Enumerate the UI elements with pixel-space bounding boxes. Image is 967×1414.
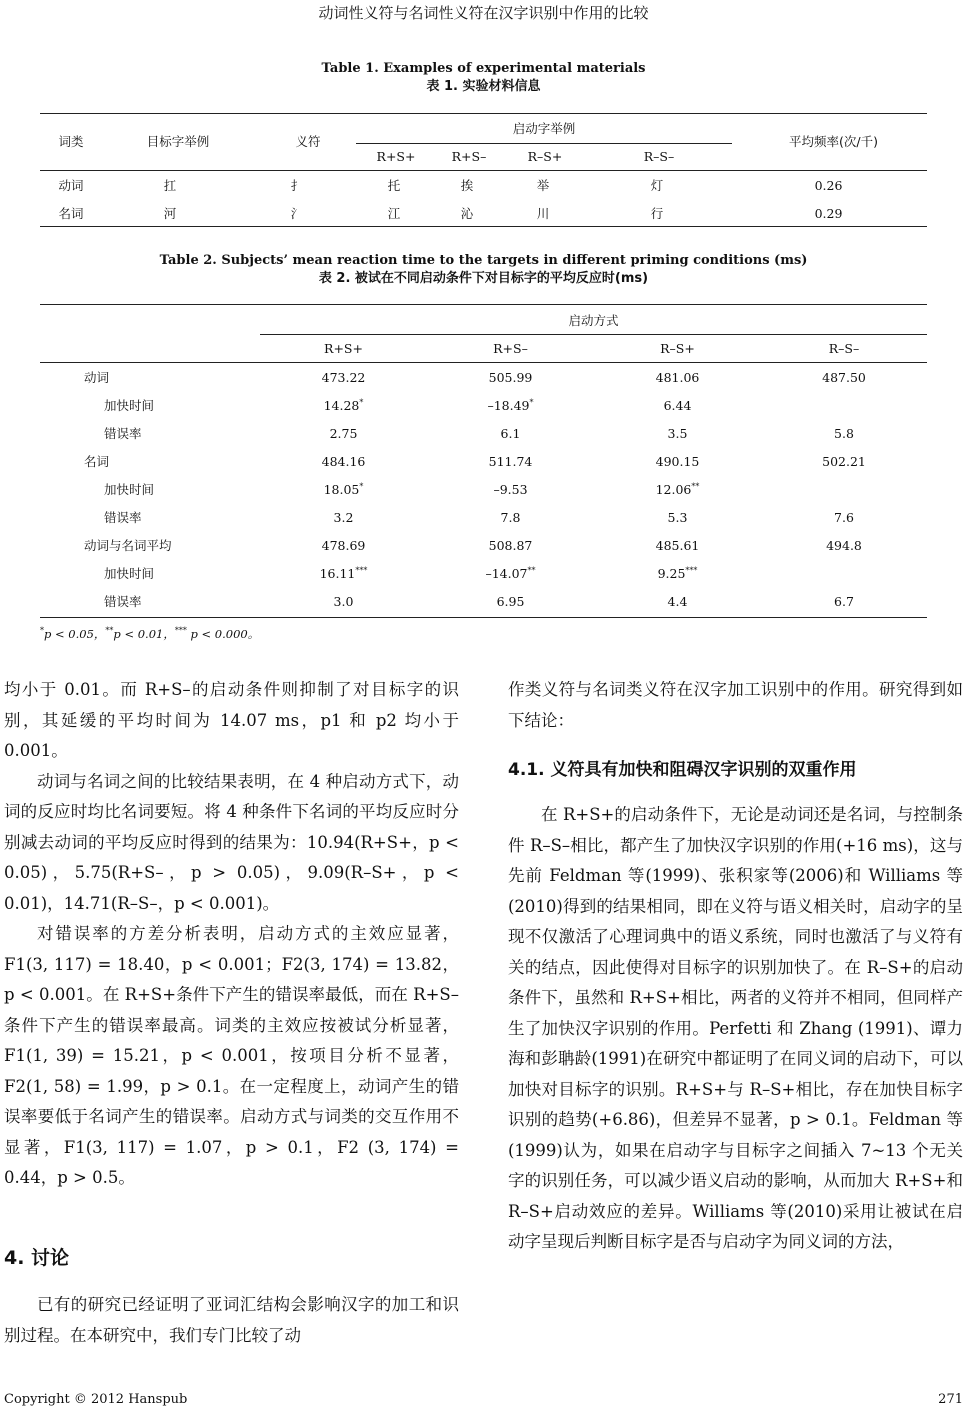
table1-cell-radical: 氵 [290,206,304,221]
table2-row-label: 加快时间 [104,566,155,581]
table1-sub-rns: R+S– [451,149,487,164]
table-row [40,447,927,475]
cell-value: 3.5 [667,425,688,441]
cell-value: 3.2 [333,509,354,525]
table-row [40,171,927,199]
note-marker: *** [174,626,187,636]
cell-value: 473.22 [321,369,366,385]
table2-cell [594,559,761,587]
table2-cell [761,419,927,447]
body-paragraph: 对错误率的方差分析表明，启动方式的主效应显著，F1(3, 117) = 18.40，p < 0.001；F2(3, 174) = 13.82，p < 0.001。在 R+S+条件下产生的错误率最低，而在 R+S–条件下产生的错误率最高。词类的主效应按被试分析显著，F1(1, 39) = 15.21，p < 0.001，按项目分析不显著，F2(1, 58) = 1.99，p > 0.1。在一定程度上，动词产生的错误率要低于名词产生的错误率。启动方式与词类的交互作用不显著，F1(3, 117) = 1.07，p > 0.1，F2 (3, 174) = 0.44，p > 0.5。 [4,924,459,1187]
significance-marker: ** [527,565,536,575]
cell-value: 487.50 [822,369,866,385]
cell-value: 6.95 [496,593,525,609]
table1-col-freq: 平均频率(次/千) [789,134,878,149]
table-row [40,587,927,615]
table2-cell [594,587,761,615]
table1-col-radical: 义符 [295,134,321,149]
table2-caption-zh: 表 2. 被试在不同启动条件下对目标字的平均反应时(ms) [318,271,649,286]
note-marker: * [40,626,44,636]
subsection-heading: 4.1. 义符具有加快和阻碍汉字识别的双重作用 [508,760,857,780]
cell-value: 7.6 [834,509,854,525]
cell-value: 2.75 [329,425,358,441]
table-row [40,363,927,391]
table2-cell [260,531,427,559]
cell-value: 6.7 [834,593,854,609]
cell-value: 4.4 [667,593,688,609]
table1-caption-en: Table 1. Examples of experimental materials [321,61,646,76]
cell-value: 18.05 [323,481,360,497]
significance-marker: * [529,397,534,407]
table1-cell-rs: 江 [387,206,401,221]
table2-cell [427,559,594,587]
table1-sub-nrns: R–S– [643,149,675,164]
table2-cell [427,587,594,615]
table2-row-label: 加快时间 [104,482,155,497]
left-column-lower [4,1290,459,1351]
table2-row-label: 错误率 [104,510,142,525]
body-paragraph: 在 R+S+的启动条件下，无论是动词还是名词，与控制条件 R–S–相比，都产生了加快汉字识别的作用(+16 ms)，这与先前 Feldman 等(1999)、张积家等(2006)和 Williams 等(2010)得到的结果相同，即在义符与语义相关时，启动字的呈现不仅激活了心理词典中的语义系统，同时也激活了与义符有关的结点，因此使得对目标字的识别加快了。在 R–S+的启动条件下，虽然和 R+S+相比，两者的义符并不相同，但同样产生了加快汉字识别的作用。Perfetti 和 Zhang (1991)、谭力海和彭聃龄(1991)在研究中都证明了在同义词的启动下，可以加快对目标字的识别。R+S+与 R–S+相比，存在加快目标字识别的趋势(+6.86)，但差异不显著，p > 0.1。Feldman 等(1999)认为，如果在启动字与目标字之间插入 7~13 个无关字的识别任务，可以减少语义启动的影响，从而加大 R+S+和 R–S+启动效应的差异。Williams 等(2010)采用让被试在启动字呈现后判断目标字是否与启动字为同义词的方法， [508,805,963,1251]
table2-col-rs: R+S+ [324,341,363,356]
copyright-footer: Copyright © 2012 Hanspub [4,1392,188,1407]
cell-value: 3.0 [333,593,354,609]
left-column-upper [4,675,459,1194]
table2-row-label: 错误率 [104,426,142,441]
cell-value: 9.25 [657,565,686,581]
table2-cell [761,503,927,531]
table2-cell [594,475,761,503]
table-row [40,391,927,419]
table2-cell [427,363,594,391]
cell-value: 508.87 [488,537,533,553]
table2-cell [260,447,427,475]
cell-value: 5.8 [834,425,854,441]
note-text: p < 0.01， [113,627,175,641]
table2-cell [761,587,927,615]
significance-marker: *** [355,565,368,575]
cell-value: 16.11 [319,565,356,581]
table2-row-label: 加快时间 [104,398,155,413]
table2-row-label: 动词 [84,370,110,385]
cell-value: –18.49 [487,397,530,413]
right-column-lower [508,800,963,1258]
table1-cell-pos: 名词 [58,206,84,221]
cell-value: 484.16 [321,453,366,469]
cell-value: 6.44 [663,397,692,413]
table2-cell [594,503,761,531]
table-row [40,503,927,531]
cell-value: 502.21 [822,453,866,469]
table2-row-label: 名词 [84,454,110,469]
table2-cell [594,391,761,419]
table2-cell [594,447,761,475]
note-marker: ** [105,626,114,636]
table1-col-prime: 启动字举例 [512,121,576,136]
table2-cell [761,531,927,559]
table2-cell [427,475,594,503]
cell-value: 494.8 [826,537,862,553]
table-row [40,199,927,227]
table2-cell [761,447,927,475]
table1-cell-rs: 托 [387,178,401,193]
cell-value: 505.99 [488,369,533,385]
table2-cell [260,503,427,531]
table2-cell [761,363,927,391]
cell-value: 5.3 [667,509,688,525]
table2-cell [260,475,427,503]
page-number: 271 [938,1392,963,1407]
cell-value: –9.53 [493,481,528,497]
table2-col-rns: R+S– [493,341,528,356]
section-heading: 4. 讨论 [4,1247,70,1269]
cell-value: 6.1 [500,425,521,441]
table2-cell [260,419,427,447]
significance-marker: *** [685,565,698,575]
table2-cell [594,419,761,447]
table-row [40,531,927,559]
table1-group-rule [356,143,732,144]
table2-top-rule [40,304,927,305]
table1-cell-target: 河 [163,206,177,221]
significance-marker: ** [691,481,700,491]
table2-cell [427,391,594,419]
table1-cell-freq: 0.26 [814,177,843,193]
table2-cell [761,391,927,419]
table1-col-pos: 词类 [58,134,84,149]
table2-group-rule [260,334,927,335]
note-text: p < 0.05， [44,627,106,641]
table2-cell [260,391,427,419]
table2-bottom-rule [40,617,927,618]
table2-cell [427,419,594,447]
table2-cell [761,475,927,503]
note-text: p < 0.000。 [186,627,260,641]
table2-row-label: 动词与名词平均 [84,538,172,553]
right-column-upper [508,675,963,736]
table2-cell [260,559,427,587]
cell-value: 490.15 [655,453,700,469]
cell-value: 7.8 [500,509,521,525]
body-paragraph: 均小于 0.01。而 R+S–的启动条件则抑制了对目标字的识别，其延缓的平均时间为 14.07 ms，p1 和 p2 均小于 0.001。 [4,680,459,760]
significance-marker: * [359,397,364,407]
significance-marker: * [359,481,364,491]
table-row [40,475,927,503]
cell-value: 12.06 [655,481,692,497]
table1-cell-rns: 沁 [460,206,474,221]
cell-value: –14.07 [485,565,528,581]
cell-value: 481.06 [655,369,700,385]
table2-col-nrns: R–S– [828,341,860,356]
table2-cell [260,363,427,391]
table1-sub-nrs: R–S+ [527,149,563,164]
table2-cell [427,531,594,559]
body-paragraph: 作类义符与名词类义符在汉字加工识别中的作用。研究得到如下结论： [508,680,963,730]
table1-cell-nrs: 川 [536,206,550,221]
table2-col-nrs: R–S+ [660,341,695,356]
body-paragraph: 已有的研究已经证明了亚词汇结构会影响汉字的加工和识别过程。在本研究中，我们专门比较了动 [4,1295,459,1345]
table2-cell [427,447,594,475]
cell-value: 478.69 [321,537,366,553]
table2-cell [427,503,594,531]
table2-cell [260,587,427,615]
table1-sub-rs: R+S+ [376,149,416,164]
table2-cell [594,531,761,559]
cell-value: 14.28 [323,397,360,413]
cell-value: 485.61 [655,537,700,553]
table-row [40,419,927,447]
table2-body [40,363,927,615]
body-paragraph: 动词与名词之间的比较结果表明，在 4 种启动方式下，动词的反应时均比名词要短。将 4 种条件下名词的平均反应时分别减去动词的平均反应时得到的结果为：10.94(R+S+，p < 0.05)，5.75(R+S–，p > 0.05)，9.09(R–S+，p < 0.01)，14.71(R–S–，p < 0.001)。 [4,771,459,913]
table1-cell-rns: 挨 [460,178,474,193]
table2-caption-en: Table 2. Subjects’ mean reaction time to the targets in different priming conditions (ms) [159,253,808,268]
cell-value: 511.74 [488,453,533,469]
table1-col-target: 目标字举例 [146,134,210,149]
table1-cell-pos: 动词 [58,178,84,193]
table2-note [40,626,259,642]
table2-cell [761,559,927,587]
table2-group-header: 启动方式 [568,313,619,328]
running-header: 动词性义符与名词性义符在汉字识别中作用的比较 [318,4,649,22]
table1-cell-freq: 0.29 [814,205,843,221]
table1-body [40,171,927,227]
table1-cell-nrns: 灯 [650,178,664,193]
table1-top-rule [40,113,927,114]
table1-caption-zh: 表 1. 实验材料信息 [426,79,541,94]
table1-cell-nrs: 举 [536,178,550,193]
table1-cell-target: 扛 [163,178,177,193]
table1-cell-radical: 扌 [290,178,304,193]
table2-cell [594,363,761,391]
table2-row-label: 错误率 [104,594,142,609]
table1-cell-nrns: 行 [650,206,664,221]
table-row [40,559,927,587]
